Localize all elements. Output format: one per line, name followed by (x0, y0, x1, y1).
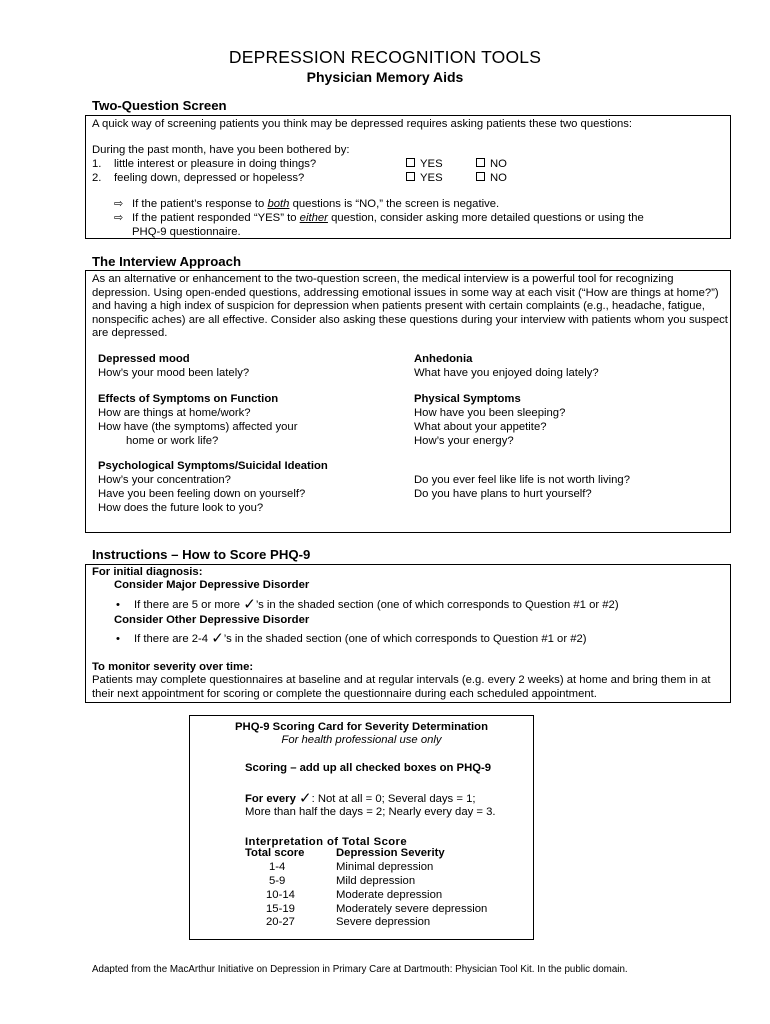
checkbox-icon (406, 172, 415, 181)
physical-title: Physical Symptoms (414, 393, 521, 405)
depressed-mood-q1: How’s your mood been lately? (98, 367, 250, 379)
function-q2-cont: home or work life? (126, 435, 219, 447)
other-depressive-bullet (116, 632, 587, 647)
checkmark-icon: ✓ (211, 630, 224, 647)
bullet-text: If there are 5 or more (133, 599, 244, 611)
score-row-3: 10-14 (266, 889, 295, 901)
physical-q3: How’s your energy? (414, 435, 514, 447)
monitor-label: To monitor severity over time: (92, 661, 254, 673)
phq9-box (85, 564, 731, 703)
psych-q3: How does the future look to you? (98, 502, 264, 514)
scoring-card (189, 715, 534, 940)
anhedonia-title: Anhedonia (414, 353, 473, 365)
bullet-icon: • (116, 633, 120, 645)
bullet-text: s in the shaded section (one of which corresponds to Question #1 or #2) (226, 633, 587, 645)
yes-label: YES (420, 158, 443, 170)
other-depressive-label: Consider Other Depressive Disorder (114, 614, 310, 626)
apostrophe: ’ (223, 633, 227, 645)
question-1-yes (406, 158, 443, 172)
rule-text: If the patient’s response to (132, 198, 268, 210)
severity-row-4: Moderately severe depression (336, 903, 488, 915)
bullet-text: s in the shaded section (one of which corresponds to Question #1 or #2) (258, 599, 619, 611)
suicidal-q2: Do you have plans to hurt yourself? (414, 488, 592, 500)
rule-emphasis: either (299, 212, 328, 224)
function-q2: How have (the symptoms) affected your (98, 421, 298, 433)
bullet-text: If there are 2-4 (133, 633, 212, 645)
checkbox-icon (406, 158, 415, 167)
interview-box (85, 270, 731, 533)
col-total-score: Total score (245, 847, 305, 859)
card-values-line2: More than half the days = 2; Nearly every day = 3. (245, 806, 496, 818)
question-1-text: little interest or pleasure in doing things? (114, 158, 317, 170)
rule-text: question, consider asking more detailed questions or using the (327, 212, 644, 224)
question-2-no (476, 172, 507, 186)
footer-note: Adapted from the MacArthur Initiative on Depression in Primary Care at Dartmouth: Physician Tool Kit. In the public domain. (92, 964, 628, 975)
physical-q1: How have you been sleeping? (414, 407, 566, 419)
arrow-right-icon: ⇨ (114, 198, 124, 210)
physical-q2: What about your appetite? (414, 421, 547, 433)
interview-heading: The Interview Approach (92, 254, 241, 269)
phq9-heading: Instructions – How to Score PHQ-9 (92, 547, 311, 562)
depressed-mood-title: Depressed mood (98, 353, 190, 365)
severity-row-5: Severe depression (336, 916, 431, 928)
arrow-right-icon: ⇨ (114, 212, 124, 224)
score-row-4: 15-19 (266, 903, 295, 915)
card-for-every (245, 792, 476, 807)
anhedonia-q1: What have you enjoyed doing lately? (414, 367, 599, 379)
rule-both-no (114, 198, 499, 212)
question-1-no (476, 158, 507, 172)
two-question-heading: Two-Question Screen (92, 98, 227, 113)
psych-q2: Have you been feeling down on yourself? (98, 488, 306, 500)
psych-q1: How’s your concentration? (98, 474, 231, 486)
score-row-5: 20-27 (266, 916, 295, 928)
page-subtitle: Physician Memory Aids (306, 69, 464, 85)
yes-label: YES (420, 172, 443, 184)
question-2-text: feeling down, depressed or hopeless? (114, 172, 305, 184)
score-row-2: 5-9 (269, 875, 286, 887)
bullet-icon: • (116, 599, 120, 611)
card-subtitle: For health professional use only (281, 734, 442, 746)
initial-diagnosis-label: For initial diagnosis: (92, 566, 203, 578)
rule-either-yes (114, 212, 644, 226)
question-2-yes (406, 172, 443, 186)
rule-emphasis: both (267, 198, 290, 210)
checkmark-icon: ✓ (299, 790, 312, 807)
two-question-lead: During the past month, have you been bothered by: (92, 144, 350, 156)
interview-intro: As an alternative or enhancement to the two-question screen, the medical interview is a powerful tool for recognizing depression. Using open-ended questions, addressing emotional issues in some way at each visit (“How are things at home?”) and having a high index of suspicion for depression when patients present with certain complaints (e.g., headache, fatigue, nonspecific aches) are all effective. Consider also asking these questions during your interview with patients whom you suspect are depressed. (92, 273, 728, 339)
question-2-number: 2. (92, 172, 102, 184)
card-scoring: Scoring – add up all checked boxes on PHQ-9 (245, 762, 492, 774)
apostrophe: ’ (255, 599, 259, 611)
card-title: PHQ-9 Scoring Card for Severity Determination (235, 721, 488, 733)
psych-title: Psychological Symptoms/Suicidal Ideation (98, 460, 328, 472)
page-title: DEPRESSION RECOGNITION TOOLS (228, 47, 542, 67)
checkbox-icon (476, 172, 485, 181)
no-label: NO (490, 158, 507, 170)
checkbox-icon (476, 158, 485, 167)
checkmark-icon: ✓ (243, 596, 256, 613)
card-interpretation: Interpretation of Total Score (245, 836, 408, 848)
function-title: Effects of Symptoms on Function (98, 393, 279, 405)
major-depressive-label: Consider Major Depressive Disorder (114, 579, 310, 591)
for-every-label: For every (245, 793, 296, 805)
two-question-intro: A quick way of screening patients you think may be depressed requires asking patients these two questions: (92, 118, 633, 130)
severity-row-3: Moderate depression (336, 889, 443, 901)
rule-text: questions is “NO,” the screen is negative. (289, 198, 500, 210)
severity-row-1: Minimal depression (336, 861, 434, 873)
rule-text: If the patient responded “YES” to (132, 212, 300, 224)
score-row-1: 1-4 (269, 861, 286, 873)
severity-row-2: Mild depression (336, 875, 416, 887)
rule-either-yes-cont: PHQ-9 questionnaire. (132, 226, 241, 238)
monitor-text: Patients may complete questionnaires at baseline and at regular intervals (e.g. every 2 weeks) at home and bring them in at their next appointment for scoring or complete the questionnaire during each scheduled appointment. (92, 674, 711, 700)
question-1-number: 1. (92, 158, 102, 170)
major-depressive-bullet (116, 598, 619, 613)
no-label: NO (490, 172, 507, 184)
for-every-values: : Not at all = 0; Several days = 1; (311, 793, 476, 805)
col-depression-severity: Depression Severity (336, 847, 445, 859)
two-question-box (85, 115, 731, 239)
suicidal-q1: Do you ever feel like life is not worth living? (414, 474, 630, 486)
function-q1: How are things at home/work? (98, 407, 251, 419)
